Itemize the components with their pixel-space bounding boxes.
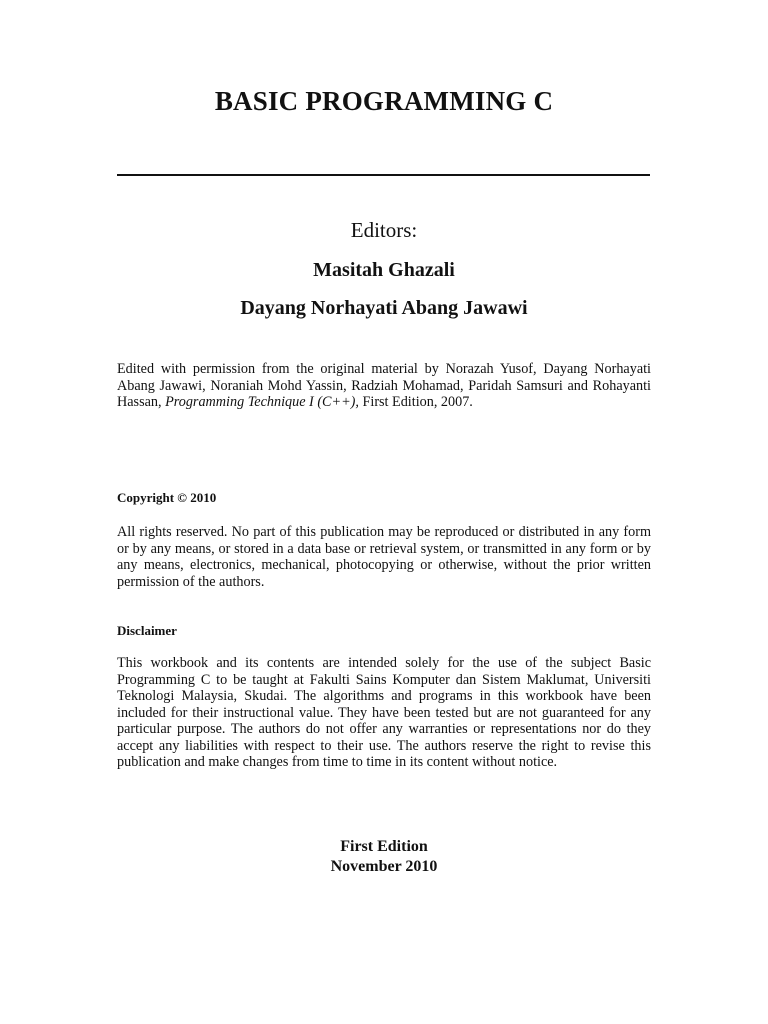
- editor-name: Masitah Ghazali: [313, 259, 455, 281]
- copyright-heading: Copyright © 2010: [117, 490, 217, 505]
- permission-note-text: Edited with permission from the original material by Norazah Yusof, Dayang Norhayati Abang Jawawi, Noraniah Mohd Yassin, Radziah Mohamad, Paridah Samsuri and Rohayanti Hassan,: [117, 361, 651, 410]
- edition-label: First Edition: [340, 838, 428, 855]
- document-title: BASIC PROGRAMMING C: [214, 86, 554, 116]
- editors-label: Editors:: [350, 218, 418, 242]
- permission-note-edition: First Edition, 2007.: [358, 394, 473, 410]
- rights-statement: All rights reserved. No part of this publication may be reproduced or distributed in any form or by any means, or stored in a data base or retrieval system, or transmitted in any form or by any means, electronics, mechanical, photocopying or otherwise, without the prior written permission of the authors.: [117, 524, 651, 590]
- editor-name: Dayang Norhayati Abang Jawawi: [240, 297, 528, 319]
- disclaimer-heading: Disclaimer: [117, 623, 177, 638]
- title-divider: [117, 174, 650, 176]
- disclaimer-text: This workbook and its contents are intended solely for the use of the subject Basic Programming C to be taught at Fakulti Sains Komputer dan Sistem Maklumat, Universiti Teknologi Malaysia, Skudai. The algorithms and programs in this workbook have been included for their instructional value. They have been tested but are not guaranteed for any particular purpose. The authors do not offer any warranties or representations nor do they accept any liabilities with respect to their use. The authors reserve the right to revise this publication and make changes from time to time in its content without notice.: [117, 655, 651, 770]
- original-book-title: Programming Technique I (C++),: [165, 394, 359, 410]
- permission-note: [117, 361, 651, 411]
- edition-date: November 2010: [330, 858, 438, 875]
